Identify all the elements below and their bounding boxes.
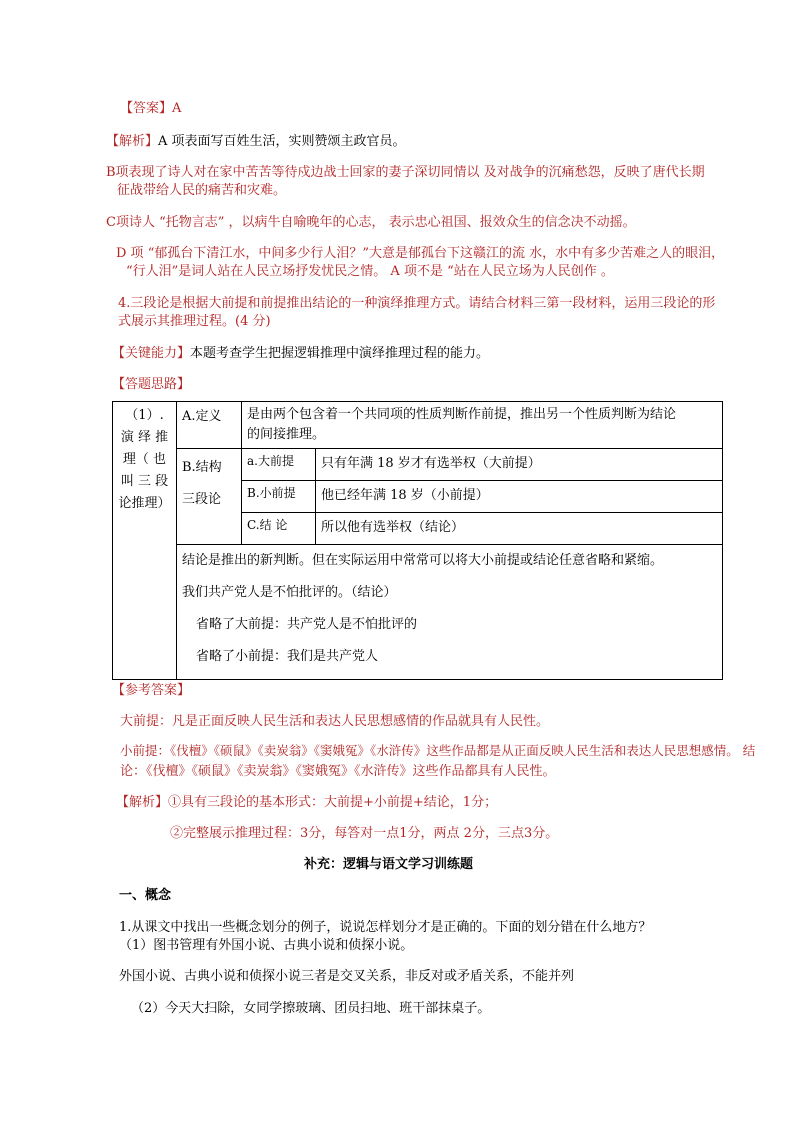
question-4-line-1: 4.三段论是根据大前提和前提推出结论的一种演绎推理方式。请结合材料三第一段材料，运用三段论的形: [118, 296, 716, 311]
key-ability-text: 本题考查学生把握逻辑推理中演绎推理过程的能力。: [190, 346, 490, 361]
structure-label: [177, 449, 242, 545]
option-b-line-2: 征战带给人民的痛苦和灾难。: [117, 183, 287, 198]
scoring-point-1: ①具有三段论的基本形式：大前提+小前提+结论，1分；: [168, 795, 498, 810]
answer-line: [120, 97, 181, 116]
reference-minor-2: 论：《伐檀》《硕鼠》《卖炭翁》《窦娥冤》《水浒传》这些作品都具有人民性。: [120, 764, 556, 779]
question-4-line-2: 式展示其推理过程。(4 分): [118, 314, 271, 329]
note-line-3: 省略了大前提：共产党人是不怕批评的: [196, 617, 418, 632]
option-d-line-1: D 项 “郁孤台下清江水，中间多少行人泪？”大意是郁孤台下这赣江的流 水，水中有多少苦难之人的眼泪，: [116, 246, 725, 261]
q1-item-1-answer: 外国小说、古典小说和侦探小说三者是交叉关系，非反对或矛盾关系，不能并列: [119, 969, 575, 984]
analysis-text: A 项表面写百姓生活，实则赞颂主政官员。: [158, 134, 406, 149]
scoring-line-1: [116, 791, 497, 810]
row-label-minor: B.小前提: [242, 481, 316, 513]
definition-line-1: 是由两个包含着一个共同项的性质判断作前提，推出另一个性质判断为结论: [247, 407, 677, 422]
analysis-label: 【解析】: [106, 134, 159, 149]
key-ability-line: [112, 342, 489, 361]
analysis-line: [106, 130, 406, 149]
note-line-4: 省略了小前提：我们是共产党人: [196, 649, 379, 664]
answer-label: 【答案】: [120, 101, 173, 116]
section-1-title: 一、概念: [119, 888, 172, 903]
scoring-label: 【解析】: [116, 795, 169, 810]
note-line-1: 结论是推出的新判断。但在实际运用中常常可以将大小前提或结论任意省略和紧缩。: [182, 553, 664, 568]
left-cell-line: 理（ 也: [122, 452, 167, 467]
scoring-point-2: ②完整展示推理过程：3分，每答对一点1分，两点 2分，三点3分。: [170, 826, 559, 841]
option-b-line-1: B项表现了诗人对在家中苦苦等待戍边战士回家的妻子深切同情以 及对战争的沉痛愁怨，反映了唐代长期: [106, 165, 705, 180]
row-text-minor: 他已经年满 18 岁（小前提）: [316, 481, 723, 513]
left-cell-line: 演 绎 推: [120, 430, 169, 445]
option-c-line-1: C项诗人 “托物言志” ，以病牛自喻晚年的心志， 表示忠心祖国、报效众生的信念决不动摇。: [106, 215, 636, 230]
q1-item-1: （1）图书管理有外国小说、古典小说和侦探小说。: [119, 938, 414, 953]
row-text-major: 只有年满 18 岁才有选举权（大前提）: [316, 449, 723, 481]
row-label-major: a.大前提: [242, 449, 316, 481]
supplement-title: 补充：逻辑与语文学习训练题: [304, 857, 474, 872]
structure-label-2: 三段论: [182, 492, 222, 507]
q1-item-2: （2）今天大扫除，女同学擦玻璃、团员扫地、班干部抹桌子。: [131, 1001, 491, 1016]
q1-line-1: 1.从课文中找出一些概念划分的例子，说说怎样划分才是正确的。下面的划分错在什么地方？: [119, 920, 652, 935]
table-notes: [177, 545, 723, 680]
definition-text: [242, 402, 723, 449]
row-label-conclusion: C.结 论: [242, 513, 316, 545]
key-ability-label: 【关键能力】: [112, 346, 191, 361]
definition-label: A.定义: [177, 402, 242, 449]
reference-label: 【参考答案】: [112, 683, 191, 698]
thinking-label: 【答题思路】: [112, 377, 191, 392]
logic-table: [112, 401, 723, 680]
note-line-2: 我们共产党人是不怕批评的。（结论）: [182, 585, 397, 600]
left-cell-line: 论推理）: [118, 496, 171, 511]
left-cell-line: （1）.: [125, 408, 164, 423]
table-left-cell: [113, 402, 177, 680]
answer-value: A: [172, 101, 182, 116]
structure-label-1: B.结构: [182, 460, 222, 475]
scoring-line-2: [170, 822, 558, 841]
row-text-conclusion: 所以他有选举权（结论）: [316, 513, 723, 545]
option-d-line-2: “行人泪”是词人站在人民立场抒发忧民之情。 A 项不是 “站在人民立场为人民创作 。: [126, 264, 614, 279]
reference-major: 大前提：凡是正面反映人民生活和表达人民思想感情的作品就具有人民性。: [120, 714, 550, 729]
reference-minor-1: 小前提：《伐檀》《硕鼠》《卖炭翁》《窦娥冤》《水浒传》这些作品都是从正面反映人民生活和表达人民思想感情。 结: [120, 743, 756, 758]
definition-line-2: 的间接推理。: [247, 427, 326, 442]
left-cell-line: 叫 三 段: [120, 474, 169, 489]
